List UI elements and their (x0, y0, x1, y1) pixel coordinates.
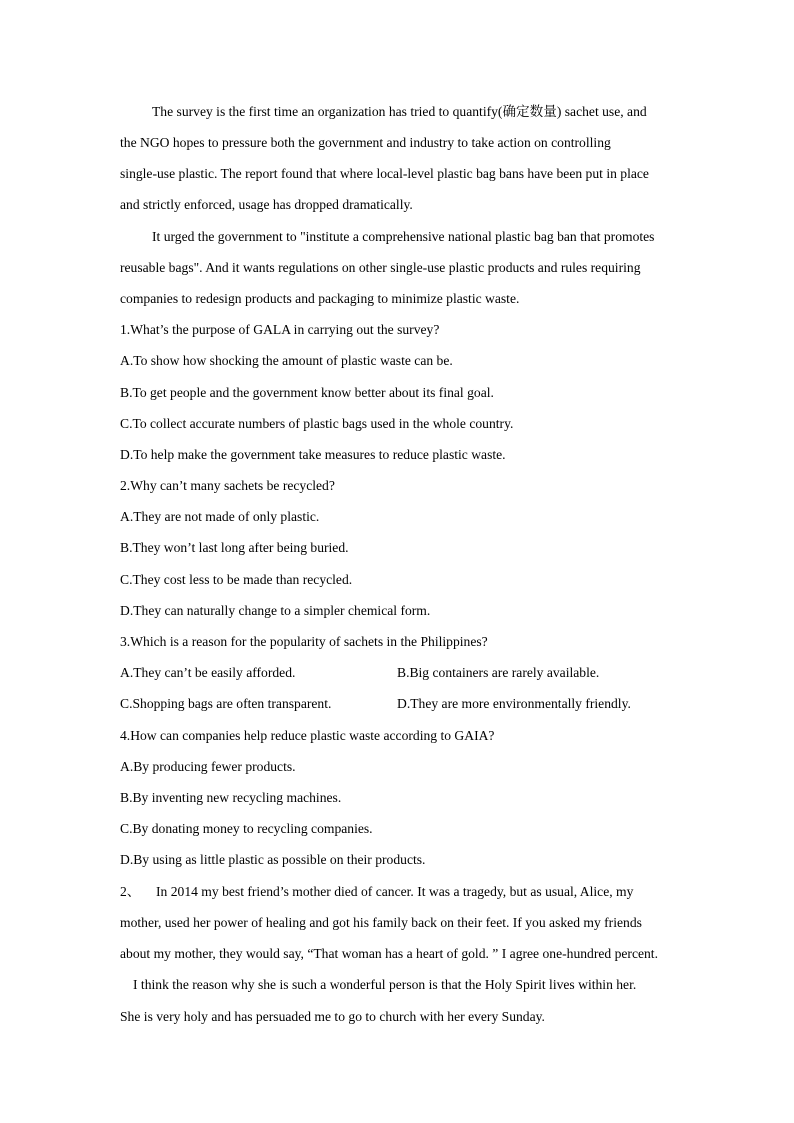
paragraph-line: It urged the government to "institute a comprehensive national plastic bag ban that promotes (152, 229, 655, 244)
section-number: 2、 (120, 884, 141, 899)
answer-option: A.By producing fewer products. (120, 759, 296, 774)
question-stem: 1.What’s the purpose of GALA in carrying out the survey? (120, 322, 440, 337)
answer-option: D.By using as little plastic as possible on their products. (120, 852, 426, 867)
answer-option: B.They won’t last long after being buried. (120, 540, 349, 555)
question-stem: 2.Why can’t many sachets be recycled? (120, 478, 335, 493)
answer-option: B.By inventing new recycling machines. (120, 790, 342, 805)
paragraph-line: companies to redesign products and packaging to minimize plastic waste. (120, 291, 520, 306)
paragraph-line: about my mother, they would say, “That woman has a heart of gold. ” I agree one-hundred percent. (120, 946, 658, 961)
answer-option: C.To collect accurate numbers of plastic bags used in the whole country. (120, 416, 514, 431)
paragraph-line: and strictly enforced, usage has dropped dramatically. (120, 197, 413, 212)
answer-option: C.Shopping bags are often transparent. (120, 696, 332, 711)
paragraph-line: In 2014 my best friend’s mother died of cancer. It was a tragedy, but as usual, Alice, my (156, 884, 634, 899)
paragraph-line: She is very holy and has persuaded me to go to church with her every Sunday. (120, 1009, 545, 1024)
answer-option: A.They can’t be easily afforded. (120, 665, 296, 680)
answer-option: C.They cost less to be made than recycled. (120, 572, 353, 587)
answer-option: B.To get people and the government know better about its final goal. (120, 385, 494, 400)
question-stem: 4.How can companies help reduce plastic waste according to GAIA? (120, 728, 495, 743)
answer-option: B.Big containers are rarely available. (397, 665, 600, 680)
question-stem: 3.Which is a reason for the popularity of sachets in the Philippines? (120, 634, 488, 649)
answer-option: D.To help make the government take measures to reduce plastic waste. (120, 447, 506, 462)
paragraph-line: mother, used her power of healing and got his family back on their feet. If you asked my friends (120, 915, 642, 930)
answer-option: D.They are more environmentally friendly. (397, 696, 631, 711)
answer-option: A.To show how shocking the amount of plastic waste can be. (120, 353, 453, 368)
answer-option: A.They are not made of only plastic. (120, 509, 320, 524)
paragraph-line: The survey is the first time an organization has tried to quantify(确定数量) sachet use, and (152, 104, 647, 119)
paragraph-line: reusable bags". And it wants regulations on other single-use plastic products and rules requiring (120, 260, 641, 275)
answer-option: C.By donating money to recycling companies. (120, 821, 373, 836)
answer-option: D.They can naturally change to a simpler chemical form. (120, 603, 431, 618)
paragraph-line: the NGO hopes to pressure both the government and industry to take action on controlling (120, 135, 611, 150)
paragraph-line: I think the reason why she is such a wonderful person is that the Holy Spirit lives within her. (133, 977, 637, 992)
paragraph-line: single-use plastic. The report found that where local-level plastic bag bans have been put in place (120, 166, 649, 181)
